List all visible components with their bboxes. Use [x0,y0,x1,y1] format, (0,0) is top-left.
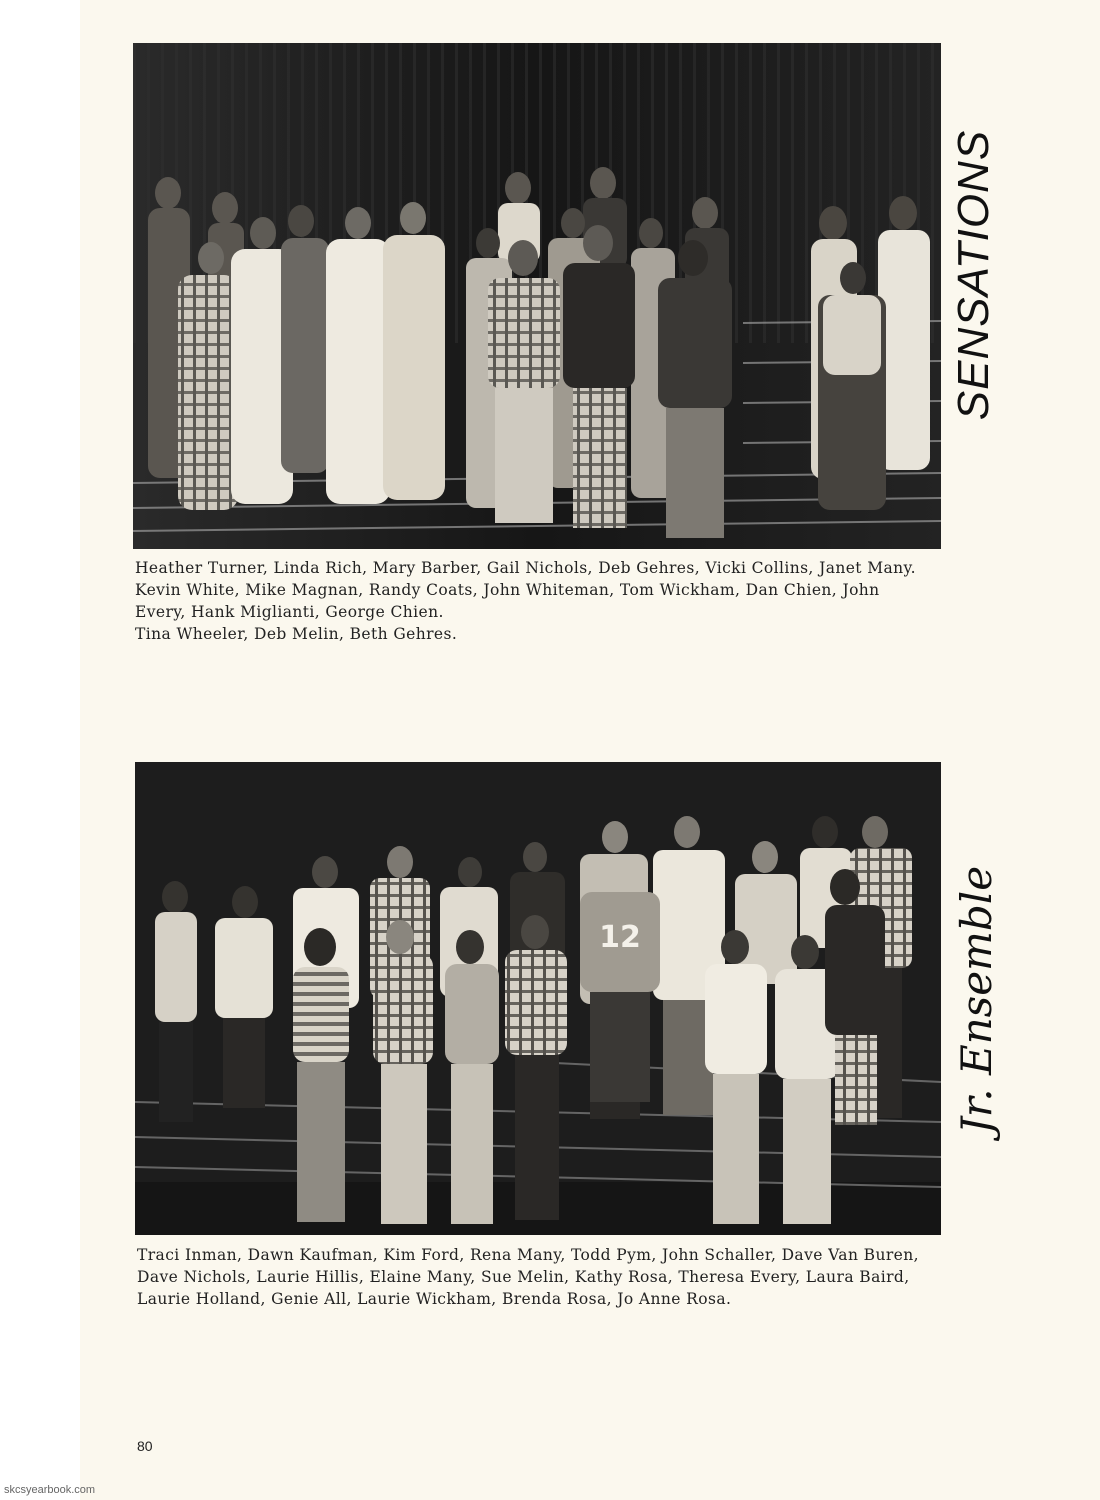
caption-line: Heather Turner, Linda Rich, Mary Barber, Gail Nichols, Deb Gehres, Vicki Collins, Janet Many. [135,559,916,577]
jr-ensemble-caption [137,1244,927,1310]
caption-line: Traci Inman, Dawn Kaufman, Kim Ford, Rena Many, Todd Pym, John Schaller, Dave Van Buren, Dave Nichols, Laurie Hillis, Elaine Many, Sue Melin, Kathy Rosa, Theresa Every, Laura Baird, Laurie Holland, Genie All, Laurie Wickham, Brenda Rosa, Jo Anne Rosa. [137,1246,919,1308]
sensations-title: SENSATIONS [949,129,998,421]
sensations-caption [135,557,925,645]
caption-line: Kevin White, Mike Magnan, Randy Coats, John Whiteman, Tom Wickham, Dan Chien, John Every, Hank Miglianti, George Chien. [135,581,880,621]
watermark: skcsyearbook.com [4,1484,96,1496]
sensations-photo-illustration [133,43,941,549]
jersey-number: 12 [599,920,641,955]
jr-ensemble-group-photo [135,762,941,1235]
jr-ensemble-title: Jr. Ensemble [952,865,1001,1135]
sensations-group-photo [133,43,941,549]
page-number: 80 [137,1438,153,1454]
caption-line: Tina Wheeler, Deb Melin, Beth Gehres. [135,625,458,643]
jr-ensemble-photo-illustration [135,762,941,1235]
